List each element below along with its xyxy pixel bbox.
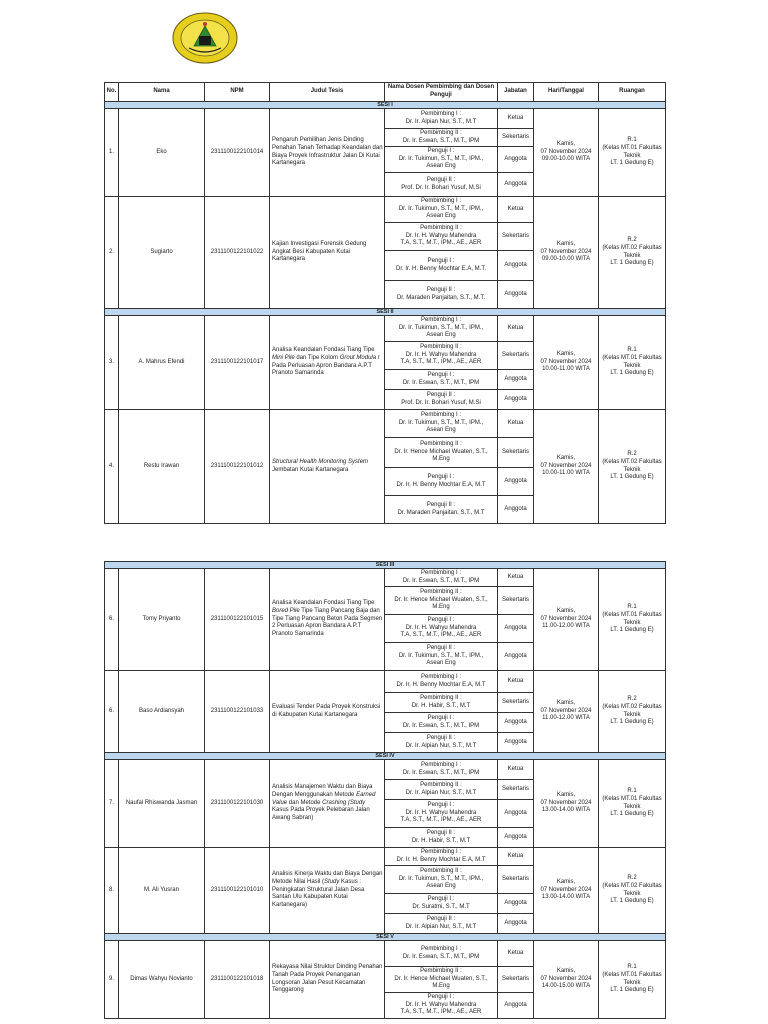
- room-cell: R.2 (Kelas MT.02 Fakultas Teknik LT. 1 Gedung E): [599, 671, 666, 753]
- thesis-title: Analisa Keandalan Fondasi Tiang Tipe Bored Pile Tipe Tiang Pancang Baja dan Tipe Tiang Pancang Beton Pada Segmen 2 Perluasan Apron Bandara A.P.T Pranoto Samarinda: [270, 569, 385, 671]
- room-cell: R.1 (Kelas MT.01 Fakultas Teknik LT. 1 Gedung E): [599, 760, 666, 848]
- schedule-cell: Kamis, 07 November 2024 09.00-10.00 WITA: [534, 197, 599, 309]
- table-row: [105, 848, 666, 866]
- examiner-cell: Penguji I : Dr. Suratmi, S.T., M.T: [385, 894, 498, 914]
- role-cell: Ketua: [498, 760, 534, 780]
- table-row: [105, 671, 666, 693]
- student-npm: 2311100122101015: [205, 569, 270, 671]
- role-cell: Anggota: [498, 173, 534, 197]
- table-row: [105, 760, 666, 780]
- schedule-table-page1: [104, 82, 666, 524]
- student-name: Sugiarto: [119, 197, 205, 309]
- thesis-title: Analisa Keandalan Fondasi Tiang Tipe Mini Pile dan Tipe Kolom Grout Modula r Pada Perluasan Apron Bandara A.P.T Pranoto Samarinda: [270, 316, 385, 410]
- examiner-cell: Penguji II : Prof. Dr. Ir. Bohari Yusuf, M.Si: [385, 390, 498, 410]
- row-no: 9.: [105, 941, 119, 1019]
- university-logo-icon: [172, 12, 238, 64]
- student-npm: 2311100122101010: [205, 848, 270, 934]
- examiner-cell: Penguji II : Dr. Maraden Panjaitan, S.T., M.T.: [385, 281, 498, 309]
- role-cell: Ketua: [498, 410, 534, 438]
- thesis-title: Analisis Manajemen Waktu dan Biaya Dengan Menggunakan Metode Earned Value dan Metode Crashing (Study Kasus Pada Proyek Pelebaran Jalan Awang Sabran): [270, 760, 385, 848]
- examiner-cell: Pembimbing I : Dr. Ir. Eswan, S.T., M.T., IPM: [385, 760, 498, 780]
- student-npm: 2311100122101033: [205, 671, 270, 753]
- row-no: 7.: [105, 760, 119, 848]
- examiner-cell: Penguji II : Dr. Ir. Alpian Nur, S.T., M.T: [385, 914, 498, 934]
- role-cell: Anggota: [498, 914, 534, 934]
- row-no: 4.: [105, 410, 119, 524]
- examiner-cell: Penguji I : Dr. Ir. Tukimun, S.T., M.T., IPM., Asean Eng: [385, 147, 498, 173]
- thesis-title: Rekayasa Nilai Struktur Dinding Penahan Tanah Pada Proyek Penanganan Longsoran Jalan Pesut Kecamatan Tenggarong: [270, 941, 385, 1019]
- sesi-label: SESI IV: [105, 753, 666, 760]
- sesi-row: [105, 934, 666, 941]
- examiner-cell: Penguji I : Dr. Ir. Eswan, S.T., M.T., IPM: [385, 370, 498, 390]
- room-cell: R.2 (Kelas MT.02 Fakultas Teknik LT. 1 Gedung E): [599, 410, 666, 524]
- examiner-cell: Pembimbing II : Dr. Ir. Hence Michael Wuaten, S.T., M.Eng: [385, 438, 498, 468]
- role-cell: Sekertaris: [498, 967, 534, 993]
- student-npm: 2311100122101017: [205, 316, 270, 410]
- schedule-cell: Kamis, 07 November 2024 10.00-11.00 WITA: [534, 316, 599, 410]
- room-cell: R.1 (Kelas MT.01 Fakultas Teknik LT. 1 Gedung E): [599, 109, 666, 197]
- role-cell: Ketua: [498, 197, 534, 223]
- examiner-cell: Pembimbing II : Dr. Ir. Eswan, S.T., M.T., IPM: [385, 129, 498, 147]
- sesi-row: [105, 753, 666, 760]
- student-name: Tomy Priyanto: [119, 569, 205, 671]
- header-judul: Judul Tesis: [270, 83, 385, 102]
- role-cell: Anggota: [498, 615, 534, 643]
- role-cell: Anggota: [498, 370, 534, 390]
- header-jabatan: Jabatan: [498, 83, 534, 102]
- sesi-label: SESI I: [105, 102, 666, 109]
- role-cell: Ketua: [498, 941, 534, 967]
- sesi-row: [105, 562, 666, 569]
- role-cell: Sekertaris: [498, 438, 534, 468]
- examiner-cell: Pembimbing II : Dr. Ir. Tukimun, S.T., M.T., IPM., Asean Eng: [385, 866, 498, 894]
- role-cell: Ketua: [498, 109, 534, 129]
- role-cell: Sekertaris: [498, 780, 534, 800]
- examiner-cell: Penguji I : Dr. Ir. H. Wahyu Mahendra T.A, S.T., M.T., IPM., AE., AER: [385, 615, 498, 643]
- role-cell: Sekertaris: [498, 866, 534, 894]
- table-row: [105, 316, 666, 342]
- examiner-cell: Pembimbing II : Dr. Ir. H. Wahyu Mahendra T.A, S.T., M.T., IPM., AE., AER: [385, 342, 498, 370]
- student-name: Dimas Wahyu Novianto: [119, 941, 205, 1019]
- sesi-label: SESI V: [105, 934, 666, 941]
- role-cell: Anggota: [498, 713, 534, 733]
- room-cell: R.1 (Kelas MT.01 Fakultas Teknik LT. 1 Gedung E): [599, 316, 666, 410]
- examiner-cell: Pembimbing I : Dr. Ir. Eswan, S.T., M.T., IPM: [385, 569, 498, 587]
- thesis-title: Analisis Kinerja Waktu dan Biaya Dengan Metode Nilai Hasil (Study Kasus : Peningkatan Struktural Jalan Desa Santan Ulu Kabupaten Kutai Kartanegara): [270, 848, 385, 934]
- examiner-cell: Penguji II : Dr. Maraden Panjaitan, S.T., M.T: [385, 496, 498, 524]
- table-row: [105, 109, 666, 129]
- role-cell: Anggota: [498, 390, 534, 410]
- schedule-cell: Kamis, 07 November 2024 13.00-14.00 WITA: [534, 848, 599, 934]
- role-cell: Sekertaris: [498, 587, 534, 615]
- student-npm: 2311100122101012: [205, 410, 270, 524]
- header-nama: Nama: [119, 83, 205, 102]
- room-cell: R.2 (Kelas MT.02 Fakultas Teknik LT. 1 Gedung E): [599, 848, 666, 934]
- examiner-cell: Pembimbing II : Dr. Ir. Hence Michael Wuaten, S.T., M.Eng: [385, 587, 498, 615]
- student-name: M. Ali Yusran: [119, 848, 205, 934]
- role-cell: Anggota: [498, 468, 534, 496]
- examiner-cell: Pembimbing I : Dr. Ir. H. Benny Mochtar E.A, M.T: [385, 671, 498, 693]
- room-cell: R.2 (Kelas MT.02 Fakultas Teknik LT. 1 Gedung E): [599, 197, 666, 309]
- examiner-cell: Penguji II : Dr. H. Habir, S.T., M.T: [385, 828, 498, 848]
- examiner-cell: Pembimbing II : Dr. Ir. Alpian Nur, S.T., M.T: [385, 780, 498, 800]
- examiner-cell: Pembimbing I : Dr. Ir. Alpian Nur, S.T., M.T: [385, 109, 498, 129]
- role-cell: Sekertaris: [498, 342, 534, 370]
- student-name: Baso Ardiansyah: [119, 671, 205, 753]
- schedule-cell: Kamis, 07 November 2024 14.00-15.00 WITA: [534, 941, 599, 1019]
- table-header-row: [105, 83, 666, 102]
- thesis-title: Structural Health Monitoring System Jembatan Kutai Kartanegara: [270, 410, 385, 524]
- student-npm: 2311100122101030: [205, 760, 270, 848]
- header-dosen: Nama Dosen Pembimbing dan Dosen Penguji: [385, 83, 498, 102]
- table-row: [105, 569, 666, 587]
- role-cell: Anggota: [498, 643, 534, 671]
- header-npm: NPM: [205, 83, 270, 102]
- examiner-cell: Pembimbing I : Dr. Ir. H. Benny Mochtar E.A, M.T: [385, 848, 498, 866]
- schedule-cell: Kamis, 07 November 2024 11.00-12.00 WITA: [534, 569, 599, 671]
- examiner-cell: Penguji II : Dr. Ir. Alpian Nur, S.T., M.T: [385, 733, 498, 753]
- schedule-cell: Kamis, 07 November 2024 11.00-12.00 WITA: [534, 671, 599, 753]
- role-cell: Ketua: [498, 671, 534, 693]
- examiner-cell: Pembimbing I : Dr. Ir. Tukimun, S.T., M.T., IPM., Asean Eng: [385, 197, 498, 223]
- header-hari: Hari/Tanggal: [534, 83, 599, 102]
- student-name: Eko: [119, 109, 205, 197]
- examiner-cell: Pembimbing II : Dr. Ir. Hence Michael Wuaten, S.T., M.Eng: [385, 967, 498, 993]
- examiner-cell: Pembimbing I : Dr. Ir. Eswan, S.T., M.T., IPM: [385, 941, 498, 967]
- table-row: [105, 941, 666, 967]
- table-row: [105, 410, 666, 438]
- examiner-cell: Penguji I : Dr. Ir. H. Wahyu Mahendra T.A, S.T., M.T., IPM., AE., AER: [385, 993, 498, 1019]
- examiner-cell: Pembimbing II : Dr. H. Habir, S.T., M.T: [385, 693, 498, 713]
- role-cell: Sekertaris: [498, 693, 534, 713]
- role-cell: Anggota: [498, 496, 534, 524]
- sesi-row: [105, 102, 666, 109]
- row-no: 2.: [105, 197, 119, 309]
- role-cell: Anggota: [498, 828, 534, 848]
- role-cell: Ketua: [498, 316, 534, 342]
- schedule-cell: Kamis, 07 November 2024 13.00-14.00 WITA: [534, 760, 599, 848]
- schedule-cell: Kamis, 07 November 2024 09.00-10.00 WITA: [534, 109, 599, 197]
- examiner-cell: Penguji I : Dr. Ir. H. Benny Mochtar E.A, M.T.: [385, 251, 498, 281]
- role-cell: Ketua: [498, 569, 534, 587]
- row-no: 6.: [105, 671, 119, 753]
- role-cell: Anggota: [498, 281, 534, 309]
- role-cell: Anggota: [498, 894, 534, 914]
- role-cell: Anggota: [498, 993, 534, 1019]
- header-no: No.: [105, 83, 119, 102]
- examiner-cell: Penguji I : Dr. Ir. H. Wahyu Mahendra T.A, S.T., M.T., IPM., AE., AER: [385, 800, 498, 828]
- room-cell: R.1 (Kelas MT.01 Fakultas Teknik LT. 1 Gedung E): [599, 569, 666, 671]
- role-cell: Anggota: [498, 251, 534, 281]
- examiner-cell: Penguji II : Prof. Dr. Ir. Bohari Yusuf, M.Si: [385, 173, 498, 197]
- role-cell: Anggota: [498, 733, 534, 753]
- examiner-cell: Penguji I : Dr. Ir. H. Benny Mochtar E.A, M.T: [385, 468, 498, 496]
- student-npm: 2311100122101018: [205, 941, 270, 1019]
- examiner-cell: Penguji I : Dr. Ir. Eswan, S.T., M.T., IPM: [385, 713, 498, 733]
- row-no: 6.: [105, 569, 119, 671]
- role-cell: Anggota: [498, 147, 534, 173]
- student-npm: 2311100122101022: [205, 197, 270, 309]
- schedule-table-page2: [104, 561, 666, 1019]
- table-row: [105, 197, 666, 223]
- room-cell: R.1 (Kelas MT.01 Fakultas Teknik LT. 1 Gedung E): [599, 941, 666, 1019]
- sesi-row: [105, 309, 666, 316]
- examiner-cell: Pembimbing I : Dr. Ir. Tukimun, S.T., M.T., IPM., Asean Eng: [385, 410, 498, 438]
- thesis-title: Evaluasi Tender Pada Proyek Konstruksi di Kabupaten Kutai Kartanegara: [270, 671, 385, 753]
- header-ruangan: Ruangan: [599, 83, 666, 102]
- role-cell: Ketua: [498, 848, 534, 866]
- sesi-label: SESI III: [105, 562, 666, 569]
- schedule-cell: Kamis, 07 November 2024 10.00-11.00 WITA: [534, 410, 599, 524]
- student-name: A. Mahrus Efendi: [119, 316, 205, 410]
- role-cell: Sekertaris: [498, 223, 534, 251]
- examiner-cell: Penguji II : Dr. Ir. Tukimun, S.T., M.T., IPM., Asean Eng: [385, 643, 498, 671]
- thesis-title: Kajian Investigasi Forensik Gedung Angkat Besi Kabupaten Kutai Kartanegara: [270, 197, 385, 309]
- row-no: 1.: [105, 109, 119, 197]
- thesis-title: Pengaruh Pemilihan Jenis Dinding Penahan Tanah Terhadap Keandalan dan Biaya Proyek Infrastruktur Jalan Di Kutai Kartanegara: [270, 109, 385, 197]
- row-no: 8.: [105, 848, 119, 934]
- role-cell: Anggota: [498, 800, 534, 828]
- examiner-cell: Pembimbing II : Dr. Ir. H. Wahyu Mahendra T.A, S.T., M.T., IPM., AE., AER: [385, 223, 498, 251]
- student-npm: 2311100122101014: [205, 109, 270, 197]
- role-cell: Sekertaris: [498, 129, 534, 147]
- student-name: Restu Irawan: [119, 410, 205, 524]
- row-no: 3.: [105, 316, 119, 410]
- student-name: Naufal Rhiswanda Jasman: [119, 760, 205, 848]
- examiner-cell: Pembimbing I : Dr. Ir. Tukimun, S.T., M.T., IPM., Asean Eng: [385, 316, 498, 342]
- sesi-label: SESI II: [105, 309, 666, 316]
